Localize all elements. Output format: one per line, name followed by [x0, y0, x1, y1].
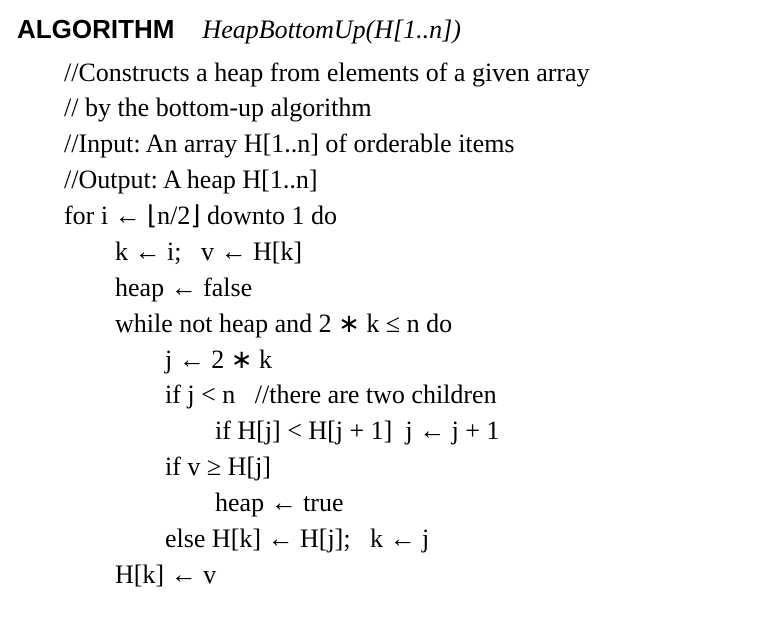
heap-true-line: heap ← true [215, 488, 344, 517]
final-assign-line: H[k] ← v [115, 560, 217, 589]
if-v-line: if v ≥ H[j] [165, 452, 271, 481]
heap-false-line: heap ← false [115, 273, 253, 302]
comment-line-2: // by the bottom-up algorithm [64, 93, 372, 122]
algorithm-keyword: ALGORITHM [17, 14, 175, 44]
comment-line-1: //Constructs a heap from elements of a given array [64, 58, 590, 87]
output-line: //Output: A heap H[1..n] [64, 165, 318, 194]
input-line: //Input: An array H[1..n] of orderable items [64, 129, 515, 158]
while-line: while not heap and 2 ∗ k ≤ n do [115, 309, 453, 338]
if-children-line: if j < n //there are two children [165, 380, 497, 409]
algorithm-signature: HeapBottomUp(H[1..n]) [202, 15, 461, 44]
for-loop-line: for i ← ⌊n/2⌋ downto 1 do [64, 201, 338, 230]
init-line: k ← i; v ← H[k] [115, 237, 303, 266]
if-compare-line: if H[j] < H[j + 1] j ← j + 1 [215, 416, 500, 445]
else-line: else H[k] ← H[j]; k ← j [165, 524, 430, 553]
algorithm-heading [17, 14, 461, 45]
assign-j-line: j ← 2 ∗ k [165, 345, 273, 374]
